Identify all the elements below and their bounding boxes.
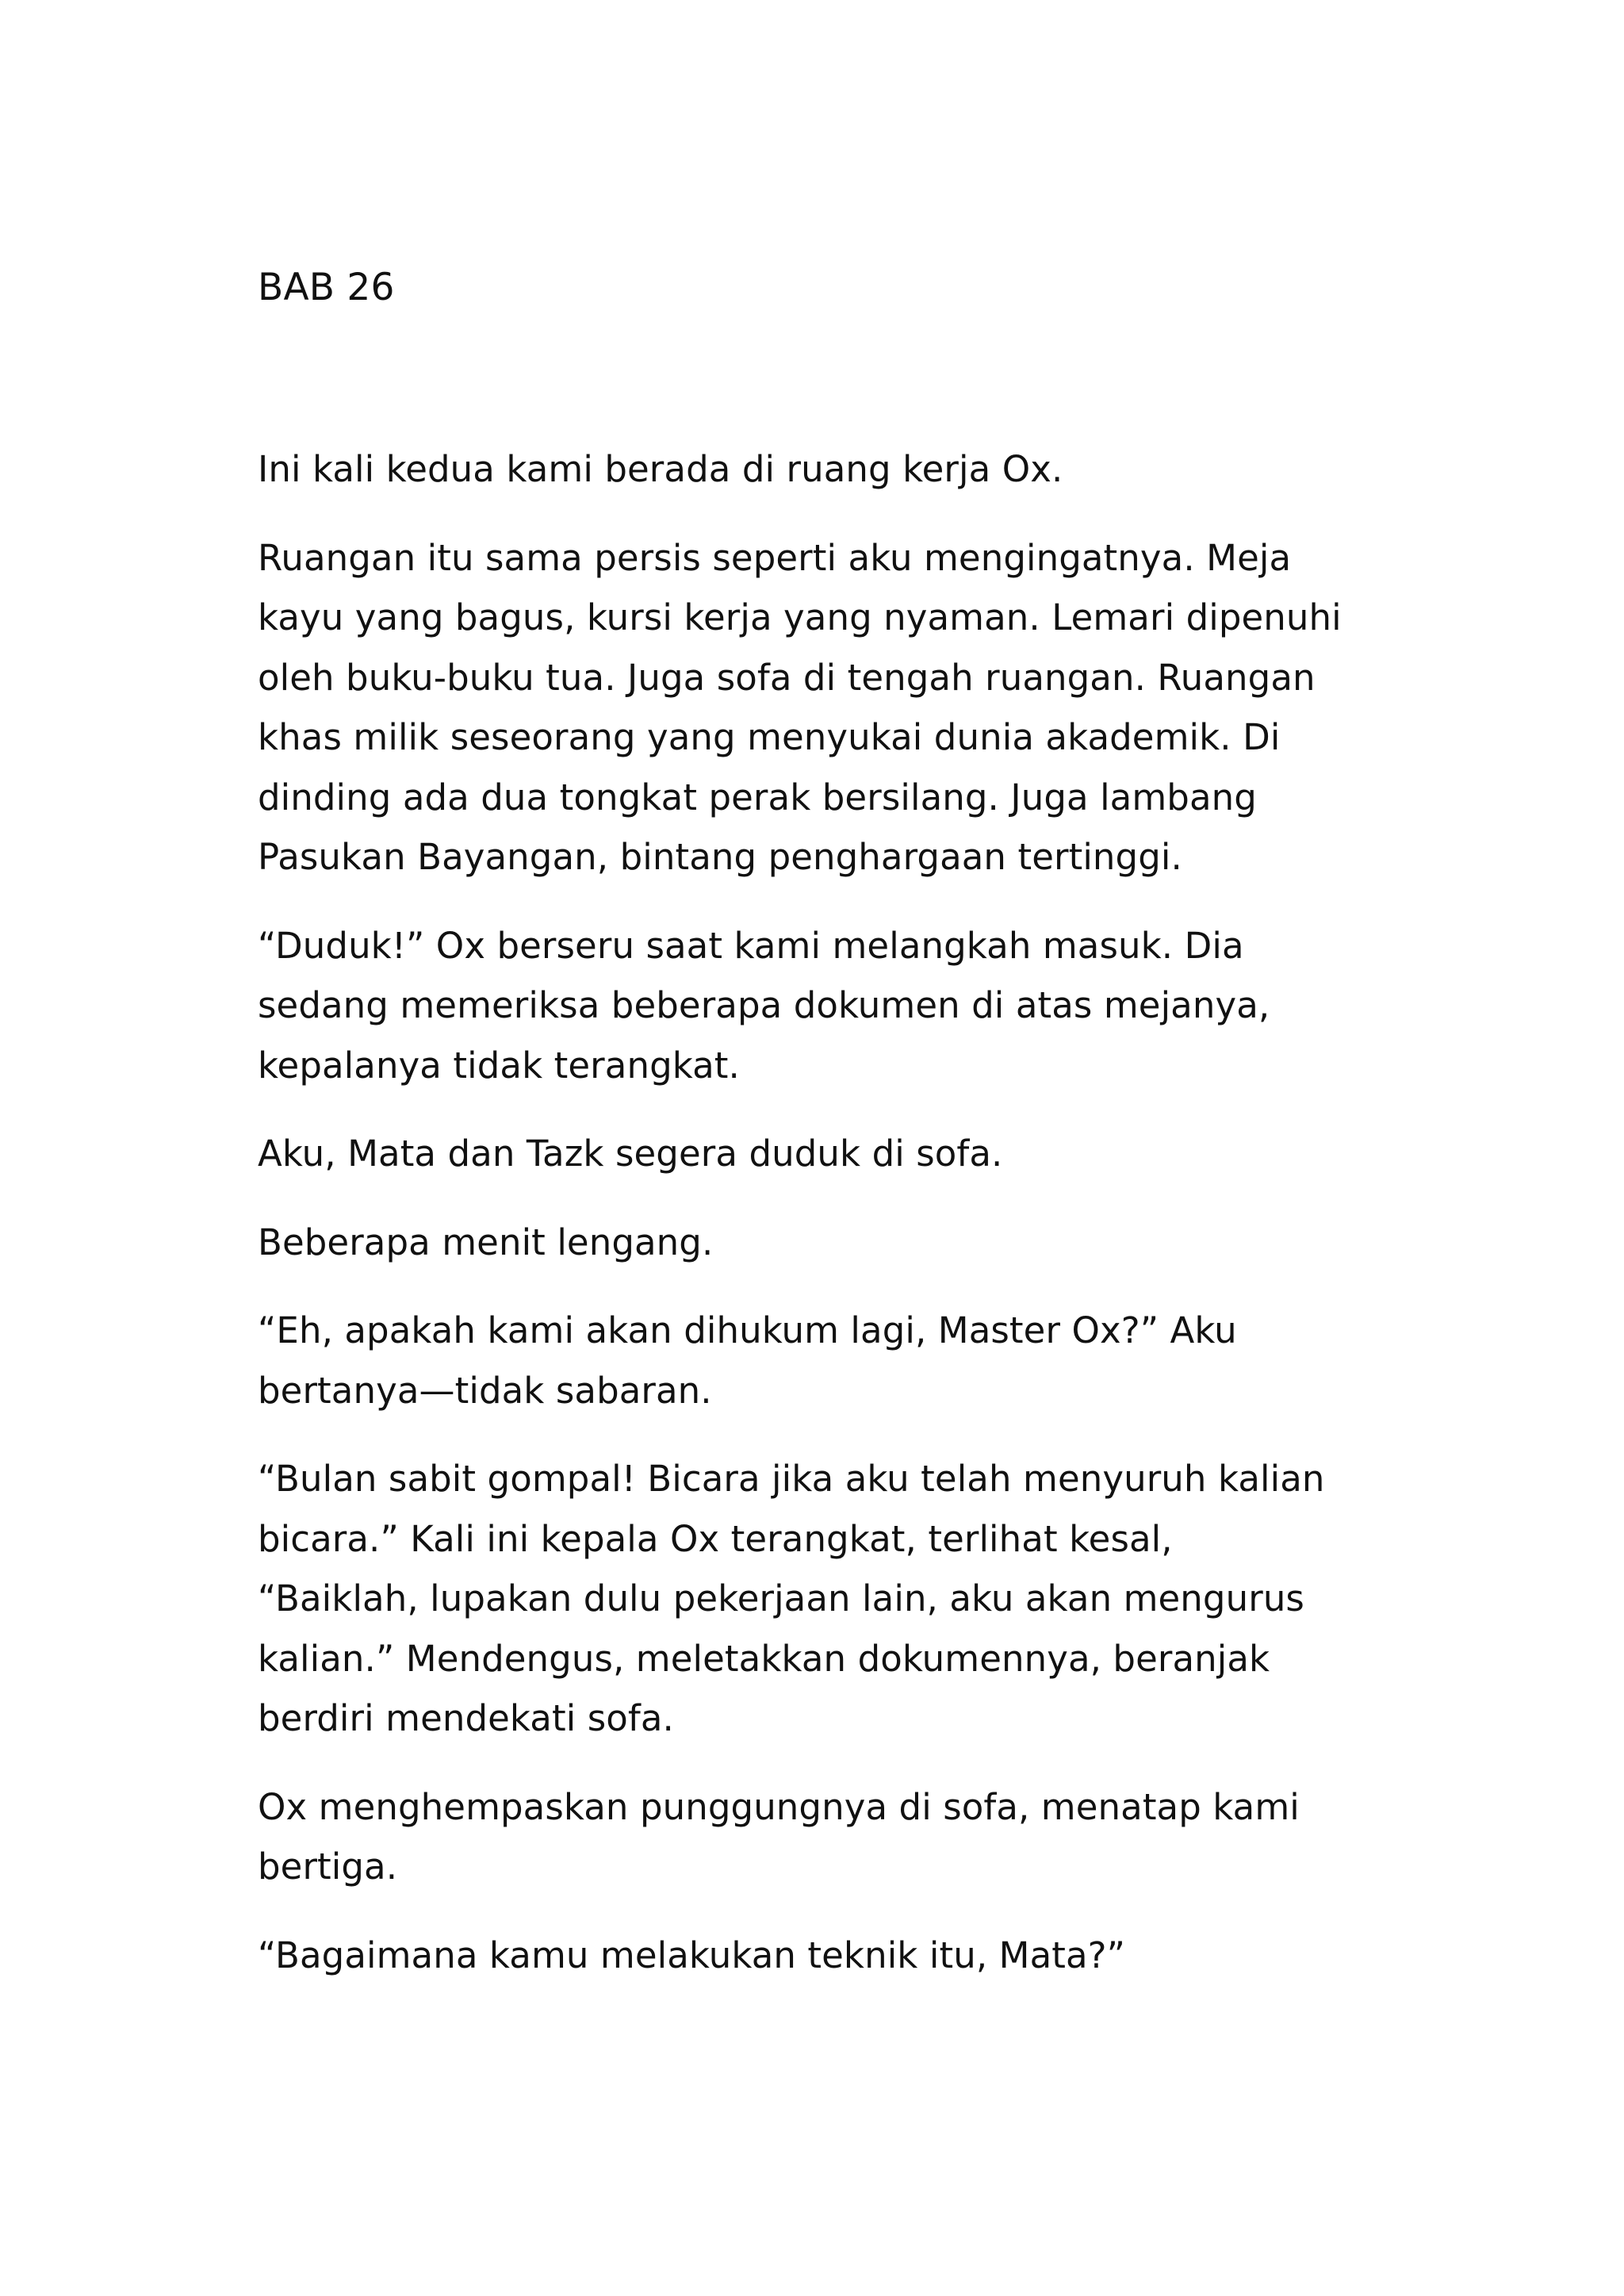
paragraph-line: “Baiklah, lupakan dulu pekerjaan lain, aku akan mengurus (258, 1577, 1304, 1619)
paragraph-line: “Eh, apakah kami akan dihukum lagi, Master Ox?” Aku (258, 1309, 1237, 1351)
paragraph-line: kayu yang bagus, kursi kerja yang nyaman. Lemari dipenuhi (258, 596, 1342, 638)
paragraph-line: dinding ada dua tongkat perak bersilang. Juga lambang (258, 776, 1257, 818)
paragraph (258, 1449, 1400, 1749)
paragraph-line: sedang memeriksa beberapa dokumen di atas mejanya, (258, 984, 1270, 1026)
paragraph-line: berdiri mendekati sofa. (258, 1697, 674, 1739)
paragraph-line: “Duduk!” Ox berseru saat kami melangkah masuk. Dia (258, 924, 1244, 967)
paragraph-line: bicara.” Kali ini kepala Ox terangkat, terlihat kesal, (258, 1517, 1173, 1560)
paragraph-line: oleh buku-buku tua. Juga sofa di tengah ruangan. Ruangan (258, 656, 1316, 699)
paragraph-line: khas milik seseorang yang menyukai dunia akademik. Di (258, 716, 1281, 758)
paragraph-line: bertiga. (258, 1846, 398, 1888)
paragraph-line: Aku, Mata dan Tazk segera duduk di sofa. (258, 1133, 1003, 1175)
paragraph-line: kalian.” Mendengus, meletakkan dokumennya, beranjak (258, 1637, 1270, 1680)
paragraph (258, 528, 1400, 887)
paragraph (258, 916, 1400, 1096)
paragraph (258, 439, 1400, 500)
paragraph-line: Pasukan Bayangan, bintang penghargaan tertinggi. (258, 836, 1182, 878)
paragraph-line: “Bulan sabit gompal! Bicara jika aku telah menyuruh kalian (258, 1458, 1325, 1500)
paragraph-line: kepalanya tidak terangkat. (258, 1044, 740, 1087)
paragraph-line: bertanya—tidak sabaran. (258, 1369, 712, 1412)
paragraph-line: Beberapa menit lengang. (258, 1221, 714, 1263)
paragraph-line: Ruangan itu sama persis seperti aku mengingatnya. Meja (258, 536, 1292, 579)
paragraph-line: Ox menghempaskan punggungnya di sofa, menatap kami (258, 1785, 1300, 1828)
paragraph (258, 1777, 1400, 1897)
paragraph-line: Ini kali kedua kami berada di ruang kerja Ox. (258, 448, 1063, 490)
paragraph (258, 1926, 1400, 1986)
chapter-title: BAB 26 (258, 266, 395, 309)
paragraph (258, 1124, 1400, 1184)
chapter-body (258, 439, 1400, 2014)
paragraph (258, 1301, 1400, 1420)
paragraph (258, 1213, 1400, 1273)
paragraph-line: “Bagaimana kamu melakukan teknik itu, Mata?” (258, 1934, 1126, 1976)
